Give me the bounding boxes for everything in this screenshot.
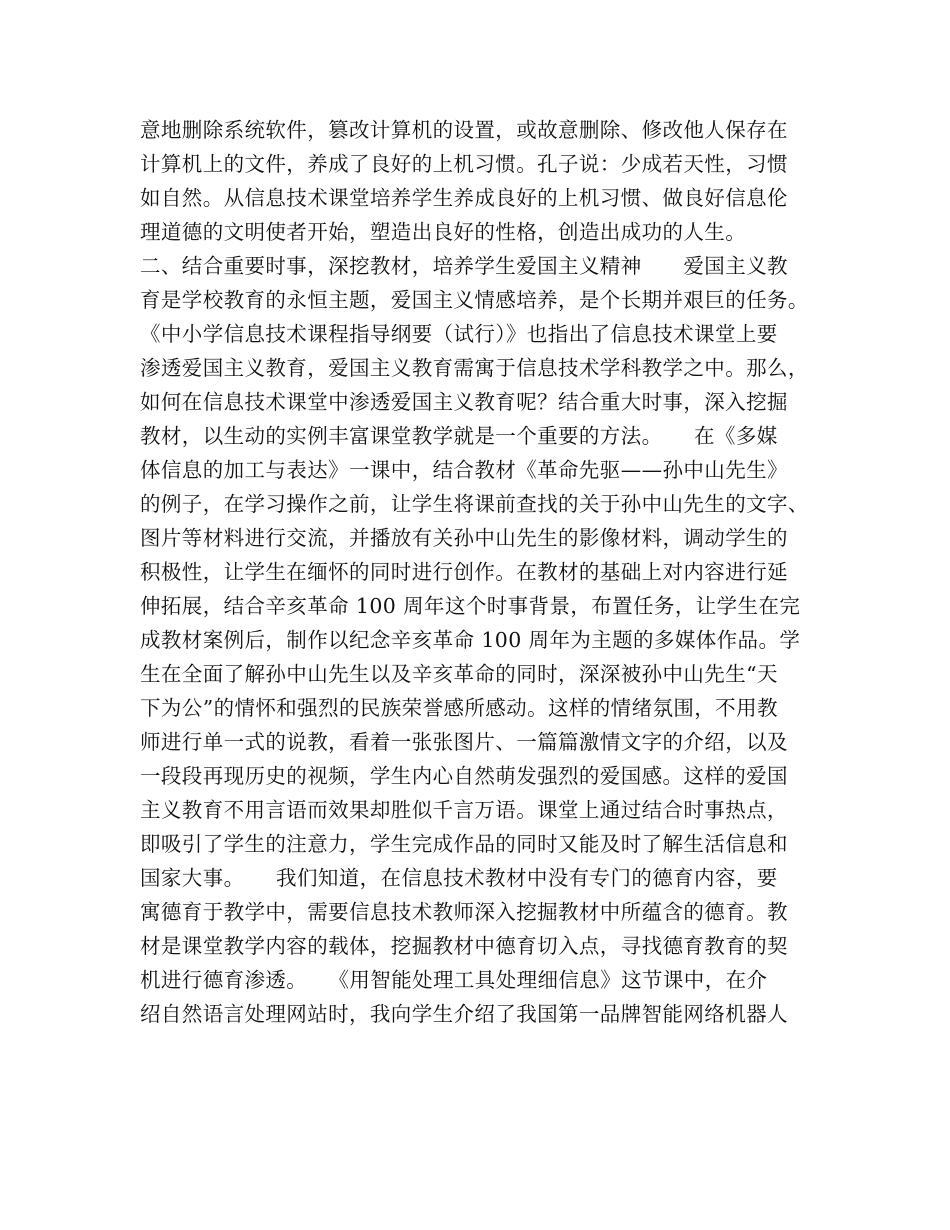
text-line: 材是课堂教学内容的载体，挖掘教材中德育切入点，寻找德育教育的契 [140, 934, 788, 958]
text-line: 一段段再现历史的视频，学生内心自然萌发强烈的爱国感。这样的爱国 [140, 764, 788, 788]
text-line: 意地删除系统软件，篡改计算机的设置，或故意删除、修改他人保存在 [140, 118, 788, 142]
text-line: 理道德的文明使者开始，塑造出良好的性格，创造出成功的人生。 [140, 220, 747, 244]
text-line: 体信息的加工与表达》一课中，结合教材《革命先驱——孙中山先生》 [140, 458, 788, 482]
text-line: 生在全面了解孙中山先生以及辛亥革命的同时，深深被孙中山先生“天 [140, 662, 778, 686]
text-line: 如自然。从信息技术课堂培养学生养成良好的上机习惯、做良好信息伦 [140, 186, 788, 210]
text-line: 图片等材料进行交流，并播放有关孙中山先生的影像材料，调动学生的 [140, 526, 788, 550]
section-heading-line: 二、结合重要时事，深挖教材，培养学生爱国主义精神 爱国主义教 [140, 254, 788, 278]
text-line: 计算机上的文件，养成了良好的上机习惯。孔子说：少成若天性，习惯 [140, 152, 788, 176]
text-line: 师进行单一式的说教，看着一张张图片、一篇篇激情文字的介绍，以及 [140, 730, 788, 754]
text-line: 绍自然语言处理网站时，我向学生介绍了我国第一品牌智能网络机器人 [140, 1002, 788, 1026]
text-line: 积极性，让学生在缅怀的同时进行创作。在教材的基础上对内容进行延 [140, 560, 788, 584]
text-line: 下为公”的情怀和强烈的民族荣誉感所感动。这样的情绪氛围，不用教 [140, 696, 778, 720]
text-line: 伸拓展，结合辛亥革命 100 周年这个时事背景，布置任务，让学生在完 [140, 594, 801, 618]
body-text [140, 113, 830, 1031]
text-line: 如何在信息技术课堂中渗透爱国主义教育呢？结合重大时事，深入挖掘 [140, 390, 788, 414]
text-line: 国家大事。 我们知道，在信息技术教材中没有专门的德育内容，要 [140, 866, 778, 890]
text-line: 的例子，在学习操作之前，让学生将课前查找的关于孙中山先生的文字、 [140, 492, 809, 516]
text-line: 即吸引了学生的注意力，学生完成作品的同时又能及时了解生活信息和 [140, 832, 788, 856]
text-line: 成教材案例后，制作以纪念辛亥革命 100 周年为主题的多媒体作品。学 [140, 628, 801, 652]
text-line: 寓德育于教学中，需要信息技术教师深入挖掘教材中所蕴含的德育。教 [140, 900, 788, 924]
text-line: 机进行德育渗透。 《用智能处理工具处理细信息》这节课中，在介 [140, 968, 768, 992]
text-line: 主义教育不用言语而效果却胜似千言万语。课堂上通过结合时事热点， [140, 798, 788, 822]
text-line: 育是学校教育的永恒主题，爱国主义情感培养，是个长期并艰巨的任务。 [140, 288, 809, 312]
text-line: 教材，以生动的实例丰富课堂教学就是一个重要的方法。 在《多媒 [140, 424, 778, 448]
text-line: 渗透爱国主义教育，爱国主义教育需寓于信息技术学科教学之中。那么， [140, 356, 809, 380]
text-line: 《中小学信息技术课程指导纲要（试行）》也指出了信息技术课堂上要 [140, 322, 778, 346]
